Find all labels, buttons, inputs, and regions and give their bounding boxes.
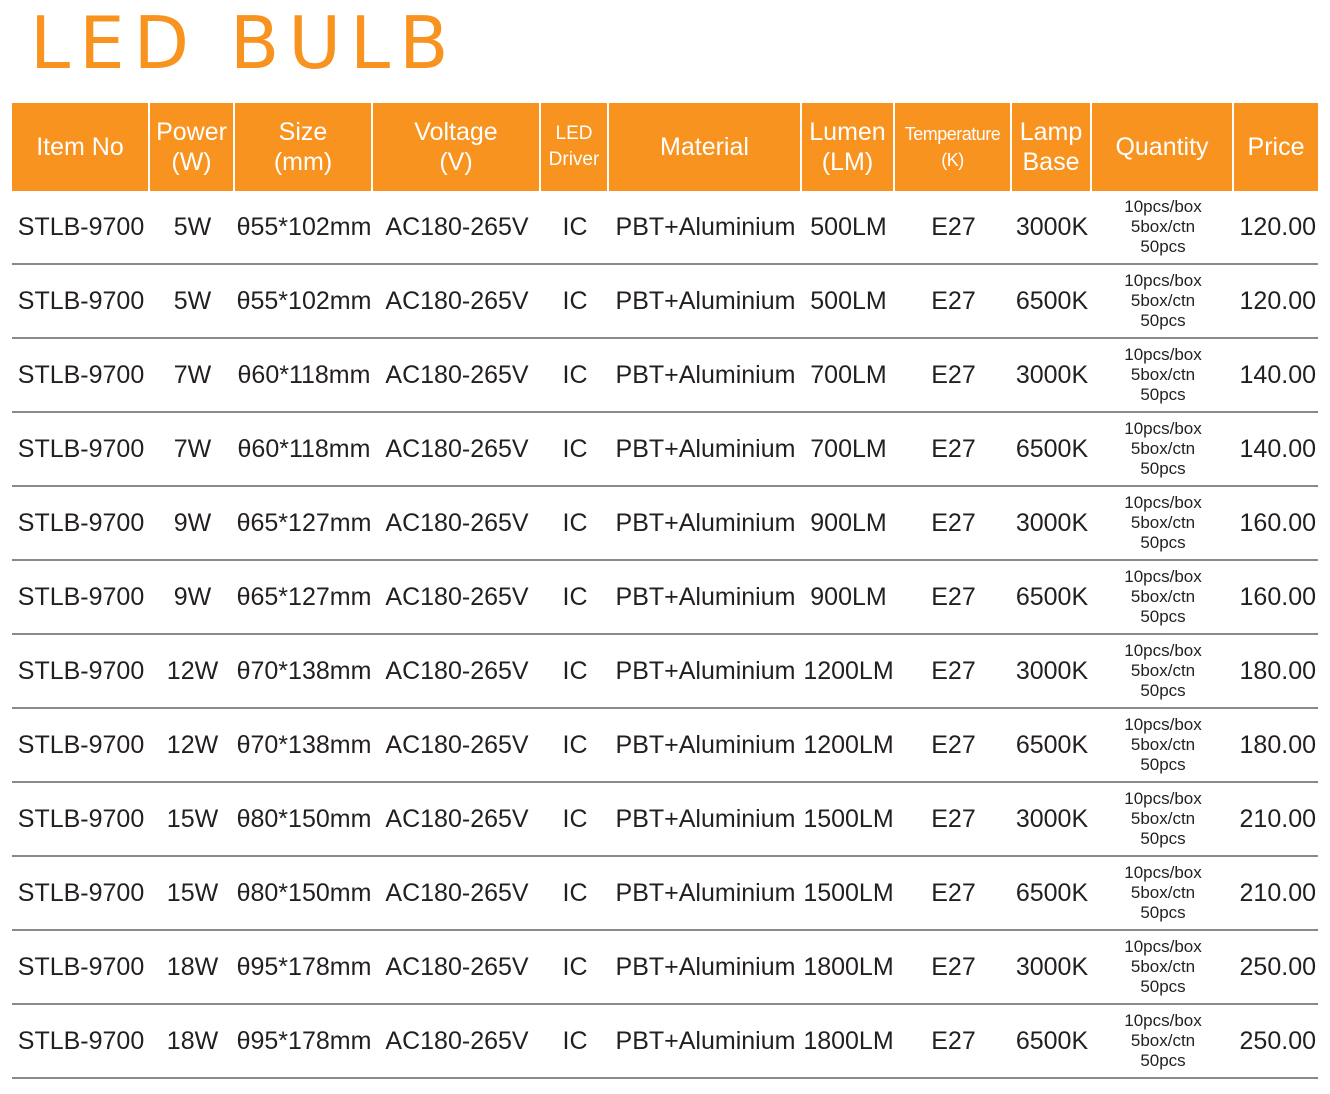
- cell-lumen: 1800LM: [802, 931, 895, 1005]
- quantity-line: 10pcs/box: [1124, 1011, 1202, 1030]
- table-header-row: [12, 103, 1318, 191]
- cell-price: 160.00: [1234, 561, 1318, 635]
- cell-size: θ95*178mm: [235, 931, 373, 1005]
- cell-material: PBT+Aluminium: [609, 561, 802, 635]
- cell-lamp-base-column: 3000K: [1012, 191, 1092, 265]
- quantity-line: 10pcs/box: [1124, 715, 1202, 734]
- cell-price: 180.00: [1234, 635, 1318, 709]
- cell-power: 12W: [150, 709, 235, 783]
- cell-temperature-column: E27: [895, 1005, 1012, 1079]
- cell-item-no: STLB-9700: [12, 191, 150, 265]
- cell-material: PBT+Aluminium: [609, 265, 802, 339]
- header-price: Price: [1234, 103, 1318, 191]
- cell-temperature-column: E27: [895, 931, 1012, 1005]
- quantity-line: 5box/ctn: [1130, 291, 1196, 310]
- header-item-no: Item No: [12, 103, 150, 191]
- cell-quantity: [1092, 413, 1234, 487]
- cell-voltage: AC180-265V: [373, 857, 541, 931]
- cell-item-no: STLB-9700: [12, 931, 150, 1005]
- quantity-line: 10pcs/box: [1124, 345, 1202, 364]
- table-row: [12, 857, 1318, 931]
- cell-temperature-column: E27: [895, 191, 1012, 265]
- cell-size: θ60*118mm: [235, 413, 373, 487]
- cell-temperature-column: E27: [895, 265, 1012, 339]
- quantity-line: 5box/ctn: [1130, 661, 1196, 680]
- cell-quantity: [1092, 1005, 1234, 1079]
- cell-lamp-base-column: 6500K: [1012, 857, 1092, 931]
- cell-lumen: 1800LM: [802, 1005, 895, 1079]
- cell-material: PBT+Aluminium: [609, 857, 802, 931]
- product-spec-table: [12, 103, 1318, 1079]
- table-row: [12, 783, 1318, 857]
- cell-item-no: STLB-9700: [12, 413, 150, 487]
- cell-material: PBT+Aluminium: [609, 931, 802, 1005]
- table-row: [12, 1005, 1318, 1079]
- cell-led-driver: IC: [541, 709, 609, 783]
- cell-lamp-base-column: 3000K: [1012, 339, 1092, 413]
- quantity-line: 10pcs/box: [1124, 641, 1202, 660]
- cell-price: 250.00: [1234, 931, 1318, 1005]
- cell-quantity: [1092, 783, 1234, 857]
- cell-lamp-base-column: 3000K: [1012, 487, 1092, 561]
- quantity-line: 5box/ctn: [1130, 217, 1196, 236]
- cell-power: 7W: [150, 339, 235, 413]
- quantity-line: 50pcs: [1140, 903, 1186, 922]
- cell-power: 12W: [150, 635, 235, 709]
- cell-lumen: 1200LM: [802, 635, 895, 709]
- cell-lumen: 1500LM: [802, 857, 895, 931]
- cell-led-driver: IC: [541, 635, 609, 709]
- cell-item-no: STLB-9700: [12, 265, 150, 339]
- cell-size: θ80*150mm: [235, 857, 373, 931]
- cell-temperature-column: E27: [895, 783, 1012, 857]
- table-row: [12, 931, 1318, 1005]
- cell-temperature-column: E27: [895, 709, 1012, 783]
- cell-material: PBT+Aluminium: [609, 635, 802, 709]
- cell-led-driver: IC: [541, 931, 609, 1005]
- cell-temperature-column: E27: [895, 561, 1012, 635]
- cell-price: 180.00: [1234, 709, 1318, 783]
- cell-quantity: [1092, 487, 1234, 561]
- cell-temperature-column: E27: [895, 857, 1012, 931]
- cell-lamp-base-column: 6500K: [1012, 1005, 1092, 1079]
- header-quantity: Quantity: [1092, 103, 1234, 191]
- header-lamp-base: Lamp Base: [1012, 103, 1092, 191]
- cell-material: PBT+Aluminium: [609, 783, 802, 857]
- cell-voltage: AC180-265V: [373, 561, 541, 635]
- cell-size: θ55*102mm: [235, 191, 373, 265]
- header-voltage: Voltage (V): [373, 103, 541, 191]
- cell-size: θ65*127mm: [235, 561, 373, 635]
- cell-power: 18W: [150, 931, 235, 1005]
- header-led-driver: LED Driver: [541, 103, 609, 191]
- header-lumen: Lumen (LM): [802, 103, 895, 191]
- quantity-line: 50pcs: [1140, 755, 1186, 774]
- cell-item-no: STLB-9700: [12, 339, 150, 413]
- cell-item-no: STLB-9700: [12, 783, 150, 857]
- cell-price: 250.00: [1234, 1005, 1318, 1079]
- cell-led-driver: IC: [541, 339, 609, 413]
- cell-item-no: STLB-9700: [12, 1005, 150, 1079]
- cell-power: 5W: [150, 191, 235, 265]
- cell-power: 15W: [150, 783, 235, 857]
- cell-size: θ80*150mm: [235, 783, 373, 857]
- cell-quantity: [1092, 265, 1234, 339]
- cell-led-driver: IC: [541, 857, 609, 931]
- cell-price: 210.00: [1234, 857, 1318, 931]
- cell-led-driver: IC: [541, 265, 609, 339]
- cell-power: 7W: [150, 413, 235, 487]
- quantity-line: 50pcs: [1140, 829, 1186, 848]
- cell-item-no: STLB-9700: [12, 561, 150, 635]
- cell-temperature-column: E27: [895, 487, 1012, 561]
- quantity-line: 5box/ctn: [1130, 587, 1196, 606]
- cell-item-no: STLB-9700: [12, 709, 150, 783]
- cell-voltage: AC180-265V: [373, 635, 541, 709]
- cell-voltage: AC180-265V: [373, 709, 541, 783]
- quantity-line: 10pcs/box: [1124, 493, 1202, 512]
- cell-lumen: 500LM: [802, 265, 895, 339]
- quantity-line: 50pcs: [1140, 607, 1186, 626]
- quantity-line: 50pcs: [1140, 459, 1186, 478]
- cell-quantity: [1092, 191, 1234, 265]
- cell-lamp-base-column: 6500K: [1012, 265, 1092, 339]
- cell-lamp-base-column: 6500K: [1012, 413, 1092, 487]
- cell-voltage: AC180-265V: [373, 931, 541, 1005]
- quantity-line: 50pcs: [1140, 977, 1186, 996]
- quantity-line: 50pcs: [1140, 385, 1186, 404]
- cell-temperature-column: E27: [895, 635, 1012, 709]
- quantity-line: 5box/ctn: [1130, 735, 1196, 754]
- quantity-line: 50pcs: [1140, 1051, 1186, 1070]
- cell-size: θ65*127mm: [235, 487, 373, 561]
- cell-item-no: STLB-9700: [12, 857, 150, 931]
- cell-item-no: STLB-9700: [12, 635, 150, 709]
- cell-voltage: AC180-265V: [373, 191, 541, 265]
- quantity-line: 10pcs/box: [1124, 271, 1202, 290]
- quantity-line: 10pcs/box: [1124, 419, 1202, 438]
- header-temperature: Temperature (K): [895, 103, 1012, 191]
- cell-voltage: AC180-265V: [373, 339, 541, 413]
- cell-size: θ70*138mm: [235, 635, 373, 709]
- quantity-line: 5box/ctn: [1130, 1031, 1196, 1050]
- cell-power: 5W: [150, 265, 235, 339]
- cell-price: 210.00: [1234, 783, 1318, 857]
- cell-lumen: 700LM: [802, 413, 895, 487]
- quantity-line: 50pcs: [1140, 681, 1186, 700]
- table-row: [12, 339, 1318, 413]
- table-row: [12, 487, 1318, 561]
- cell-size: θ55*102mm: [235, 265, 373, 339]
- cell-led-driver: IC: [541, 487, 609, 561]
- quantity-line: 50pcs: [1140, 533, 1186, 552]
- table-row: [12, 635, 1318, 709]
- quantity-line: 50pcs: [1140, 311, 1186, 330]
- quantity-line: 10pcs/box: [1124, 567, 1202, 586]
- cell-lamp-base-column: 3000K: [1012, 931, 1092, 1005]
- cell-temperature-column: E27: [895, 339, 1012, 413]
- cell-quantity: [1092, 339, 1234, 413]
- cell-quantity: [1092, 931, 1234, 1005]
- cell-led-driver: IC: [541, 191, 609, 265]
- quantity-line: 5box/ctn: [1130, 439, 1196, 458]
- table-row: [12, 191, 1318, 265]
- cell-lumen: 1200LM: [802, 709, 895, 783]
- cell-material: PBT+Aluminium: [609, 339, 802, 413]
- cell-power: 15W: [150, 857, 235, 931]
- cell-led-driver: IC: [541, 561, 609, 635]
- header-material: Material: [609, 103, 802, 191]
- cell-lumen: 900LM: [802, 561, 895, 635]
- cell-quantity: [1092, 857, 1234, 931]
- cell-material: PBT+Aluminium: [609, 1005, 802, 1079]
- quantity-line: 10pcs/box: [1124, 937, 1202, 956]
- cell-lamp-base-column: 3000K: [1012, 635, 1092, 709]
- header-size: Size (mm): [235, 103, 373, 191]
- quantity-line: 5box/ctn: [1130, 365, 1196, 384]
- cell-voltage: AC180-265V: [373, 783, 541, 857]
- quantity-line: 5box/ctn: [1130, 513, 1196, 532]
- table-row: [12, 561, 1318, 635]
- cell-size: θ95*178mm: [235, 1005, 373, 1079]
- cell-price: 140.00: [1234, 339, 1318, 413]
- cell-lumen: 900LM: [802, 487, 895, 561]
- cell-led-driver: IC: [541, 1005, 609, 1079]
- cell-price: 140.00: [1234, 413, 1318, 487]
- cell-voltage: AC180-265V: [373, 265, 541, 339]
- cell-quantity: [1092, 635, 1234, 709]
- quantity-line: 10pcs/box: [1124, 789, 1202, 808]
- cell-lumen: 1500LM: [802, 783, 895, 857]
- cell-lamp-base-column: 3000K: [1012, 783, 1092, 857]
- cell-quantity: [1092, 709, 1234, 783]
- quantity-line: 5box/ctn: [1130, 809, 1196, 828]
- cell-size: θ70*138mm: [235, 709, 373, 783]
- cell-voltage: AC180-265V: [373, 413, 541, 487]
- quantity-line: 10pcs/box: [1124, 863, 1202, 882]
- cell-material: PBT+Aluminium: [609, 709, 802, 783]
- cell-power: 9W: [150, 561, 235, 635]
- table-row: [12, 265, 1318, 339]
- cell-price: 120.00: [1234, 265, 1318, 339]
- cell-item-no: STLB-9700: [12, 487, 150, 561]
- cell-voltage: AC180-265V: [373, 487, 541, 561]
- cell-lumen: 700LM: [802, 339, 895, 413]
- cell-led-driver: IC: [541, 413, 609, 487]
- cell-quantity: [1092, 561, 1234, 635]
- quantity-line: 5box/ctn: [1130, 883, 1196, 902]
- cell-power: 9W: [150, 487, 235, 561]
- quantity-line: 5box/ctn: [1130, 957, 1196, 976]
- header-power: Power (W): [150, 103, 235, 191]
- cell-voltage: AC180-265V: [373, 1005, 541, 1079]
- cell-size: θ60*118mm: [235, 339, 373, 413]
- quantity-line: 10pcs/box: [1124, 197, 1202, 216]
- cell-lumen: 500LM: [802, 191, 895, 265]
- cell-material: PBT+Aluminium: [609, 413, 802, 487]
- table-row: [12, 413, 1318, 487]
- page-title: LED BULB: [30, 1, 458, 85]
- cell-power: 18W: [150, 1005, 235, 1079]
- table-row: [12, 709, 1318, 783]
- cell-temperature-column: E27: [895, 413, 1012, 487]
- cell-price: 120.00: [1234, 191, 1318, 265]
- cell-price: 160.00: [1234, 487, 1318, 561]
- cell-lamp-base-column: 6500K: [1012, 709, 1092, 783]
- cell-lamp-base-column: 6500K: [1012, 561, 1092, 635]
- cell-led-driver: IC: [541, 783, 609, 857]
- cell-material: PBT+Aluminium: [609, 487, 802, 561]
- cell-material: PBT+Aluminium: [609, 191, 802, 265]
- quantity-line: 50pcs: [1140, 237, 1186, 256]
